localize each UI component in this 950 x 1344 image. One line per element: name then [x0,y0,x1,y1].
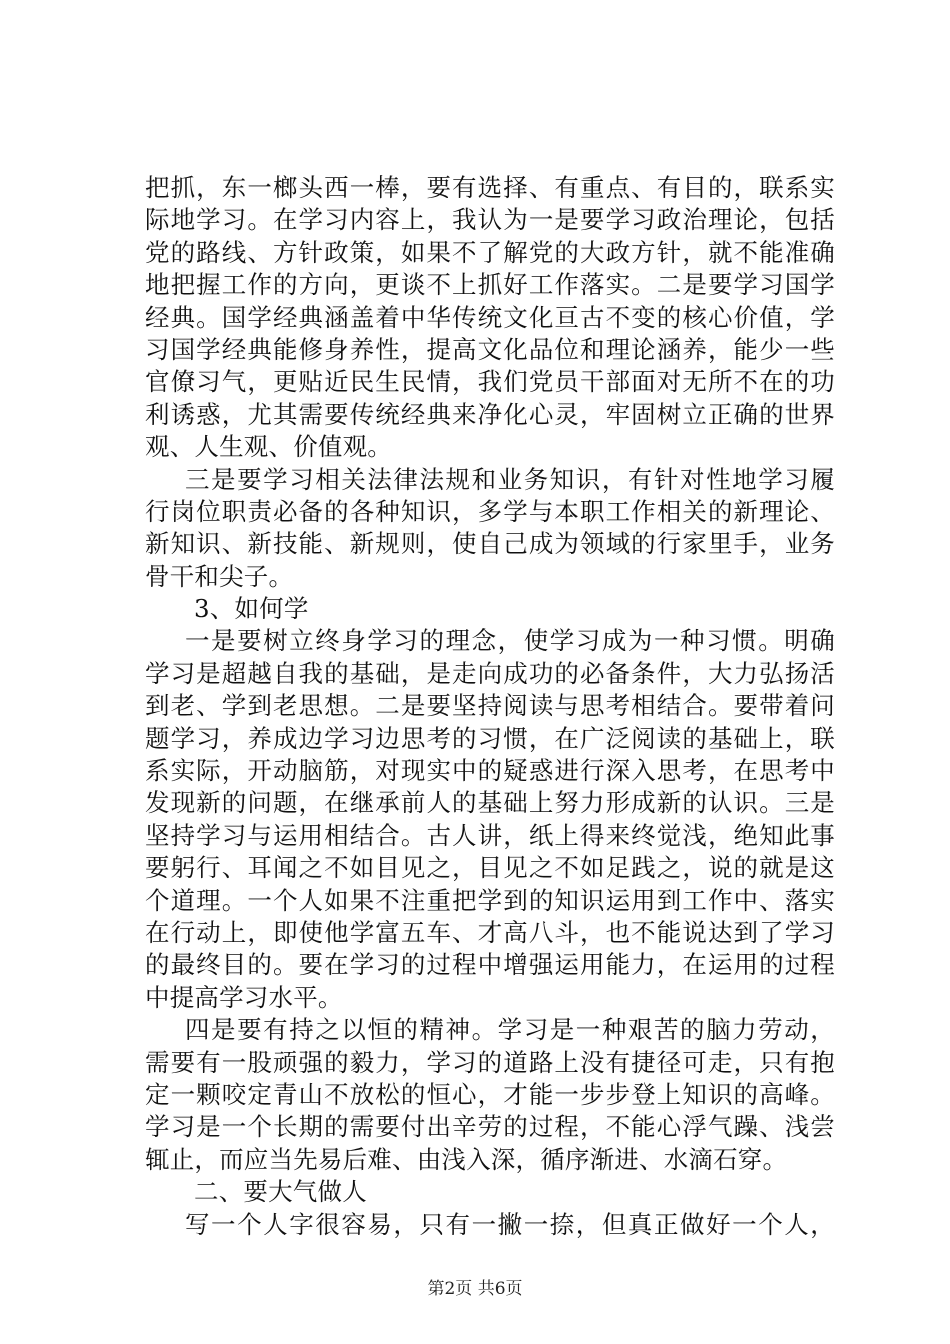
text-line: 在行动上，即使他学富五车、才高八斗，也不能说达到了学习 [145,917,835,947]
text-line: 题学习，养成边学习边思考的习惯，在广泛阅读的基础上，联 [145,723,835,753]
text-line: 学习是一个长期的需要付出辛劳的过程，不能心浮气躁、浅尝 [145,1112,835,1142]
text-line: 党的路线、方针政策，如果不了解党的大政方针，就不能准确 [145,237,835,267]
text-line: 二、要大气做人 [194,1177,367,1207]
text-line: 三是要学习相关法律法规和业务知识，有针对性地学习履 [185,464,835,494]
text-line: 习国学经典能修身养性，提高文化品位和理论涵养，能少一些 [145,334,835,364]
page-footer: 第2页 共6页 [427,1279,523,1299]
text-line: 学习是超越自我的基础，是走向成功的必备条件，大力弘扬活 [145,658,835,688]
text-line: 坚持学习与运用相结合。古人讲，纸上得来终觉浅，绝知此事 [145,820,835,850]
text-line: 写一个人字很容易，只有一撇一捺，但真正做好一个人， [185,1209,835,1239]
text-line: 辄止，而应当先易后难、由浅入深，循序渐进、水滴石穿。 [145,1144,788,1174]
document-body [145,172,835,1241]
text-line: 地把握工作的方向，更谈不上抓好工作落实。二是要学习国学 [145,270,835,300]
text-line: 要躬行、耳闻之不如目见之，目见之不如足践之，说的就是这 [145,853,835,883]
text-line: 际地学习。在学习内容上，我认为一是要学习政治理论，包括 [145,205,835,235]
text-line: 个道理。一个人如果不注重把学到的知识运用到工作中、落实 [145,885,835,915]
text-line: 一是要树立终身学习的理念，使学习成为一种习惯。明确 [185,626,835,656]
text-line: 官僚习气，更贴近民生民情，我们党员干部面对无所不在的功 [145,367,835,397]
text-line: 的最终目的。要在学习的过程中增强运用能力，在运用的过程 [145,950,835,980]
text-line: 把抓，东一榔头西一棒，要有选择、有重点、有目的，联系实 [145,173,835,202]
text-line: 利诱惑，尤其需要传统经典来净化心灵，牢固树立正确的世界 [145,399,835,429]
text-line: 定一颗咬定青山不放松的恒心，才能一步步登上知识的高峰。 [145,1079,835,1109]
text-line: 四是要有持之以恒的精神。学习是一种艰苦的脑力劳动， [185,1015,835,1045]
text-line: 发现新的问题，在继承前人的基础上努力形成新的认识。三是 [145,788,835,818]
text-line: 到老、学到老思想。二是要坚持阅读与思考相结合。要带着问 [145,691,835,721]
text-line: 新知识、新技能、新规则，使自己成为领域的行家里手，业务 [145,529,835,559]
text-line: 需要有一股顽强的毅力，学习的道路上没有捷径可走，只有抱 [145,1047,835,1077]
text-line: 中提高学习水平。 [145,982,343,1012]
text-line: 行岗位职责必备的各种知识，多学与本职工作相关的新理论、 [145,496,835,526]
text-line: 系实际，开动脑筋，对现实中的疑惑进行深入思考，在思考中 [145,756,835,786]
text-line: 经典。国学经典涵盖着中华传统文化亘古不变的核心价值，学 [145,302,835,332]
text-line: 骨干和尖子。 [145,561,294,591]
text-line: 观、人生观、价值观。 [145,432,392,462]
text-line: 3、如何学 [194,594,309,624]
